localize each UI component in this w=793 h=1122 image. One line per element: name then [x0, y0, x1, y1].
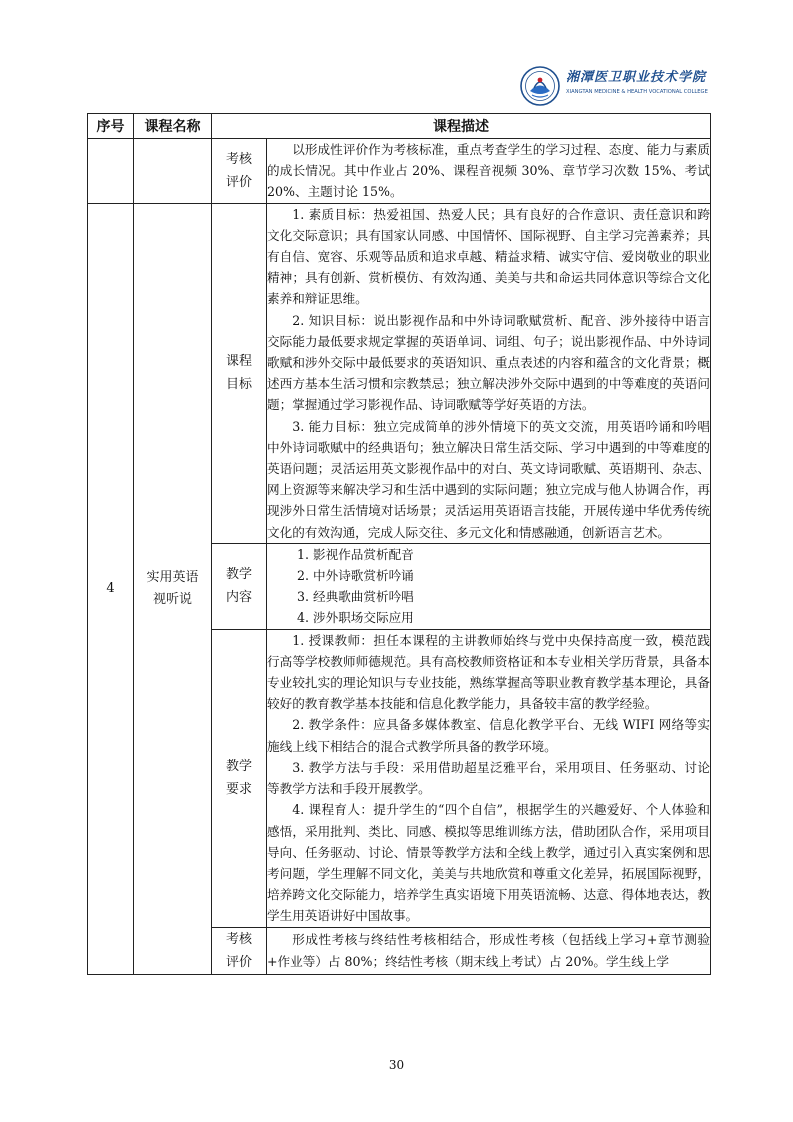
- course-number: 4: [88, 203, 134, 974]
- label-line: 教学: [225, 759, 252, 775]
- prev-exam-text: 以形成性评价作为考核标准，重点考查学生的学习过程、态度、能力与素质的成长情况。其中作业占 20%、课程音视频 30%、章节学习次数 15%、考试 20%、主题讨论 15%。: [267, 139, 711, 204]
- exam-label: [212, 927, 267, 974]
- header-no: 序号: [88, 114, 134, 139]
- goal-item: 3. 能力目标：独立完成简单的涉外情境下的英文交流，用英语吟诵和吟唱中外诗词歌赋中的经典语句；独立解决日常生活交际、学习中遇到的中等难度的英语问题；灵活运用英文影视作品中的对白、英文诗词歌赋、英语期刊、杂志、网上资源等来解决学习和生活中遇到的实际问题；独立完成与他人协调合作，再现涉外日常生活情境对话场景；灵活运用英语语言技能，开展传递中华优秀传统文化的有效沟通，完成人际交往、多元文化和情感融通，创新语言艺术。: [267, 418, 710, 540]
- table-row: [88, 139, 711, 204]
- requirement-label: [212, 629, 267, 927]
- content-item: 1. 影视作品赏析配音: [297, 546, 414, 562]
- table-row: [88, 203, 711, 543]
- content-item: 2. 中外诗歌赏析吟诵: [297, 568, 414, 584]
- prev-exam-label: [212, 139, 267, 204]
- content-item: 4. 涉外职场交际应用: [297, 610, 414, 626]
- content-label: [212, 543, 267, 629]
- label-line: 评价: [225, 174, 252, 190]
- exam-text: 形成性考核与终结性考核相结合，形成性考核（包括线上学习+章节测验+作业等）占 80%；终结性考核（期末线上考试）占 20%。学生线上学: [267, 927, 711, 974]
- goal-text: [267, 203, 711, 543]
- requirement-item: 1. 授课教师：担任本课程的主讲教师始终与党中央保持高度一致，模范践行高等学校教师师德规范。具有高校教师资格证和本专业相关学历背景，具备本专业较扎实的理论知识与专业技能，熟练掌握高等职业教育教学基本理论，具备较好的教育教学基本技能和信息化教学能力，具备较丰富的教学经验。: [267, 632, 710, 712]
- header-description: 课程描述: [212, 114, 711, 139]
- content-text: [267, 543, 711, 629]
- label-line: 考核: [225, 931, 252, 947]
- requirement-text: [267, 629, 711, 927]
- prev-name-cell: [134, 139, 212, 204]
- header-course-name: 课程名称: [134, 114, 212, 139]
- course-table: [87, 113, 711, 975]
- label-line: 要求: [225, 782, 252, 798]
- requirement-item: 2. 教学条件：应具备多媒体教室、信息化教学平台、无线 WIFI 网络等实施线上线下相结合的混合式教学所具备的教学环境。: [267, 717, 710, 754]
- content-item: 3. 经典歌曲赏析吟唱: [297, 589, 414, 605]
- requirement-item: 4. 课程育人：提升学生的“四个自信”，根据学生的兴趣爱好、个人体验和感悟，采用批判、类比、同感、模拟等思维训练方法，借助团队合作，采用项目导向、任务驱动、讨论、情景等教学方法和全线上教学，通过引入真实案例和思考问题，学生理解不同文化，美美与共地欣赏和尊重文化差异，拓展国际视野，培养跨文化交际能力，培养学生真实语境下用英语流畅、达意、得体地表达，教学生用英语讲好中国故事。: [267, 802, 710, 924]
- logo-name: 湘潭医卫职业技术学院: [566, 70, 707, 85]
- label-line: 考核: [225, 151, 252, 167]
- goal-item: 2. 知识目标：说出影视作品和中外诗词歌赋赏析、配音、涉外接待中语言交际能力最低要求规定掌握的英语单词、词组、句子；说出影视作品、中外诗词歌赋和涉外交际中最低要求的英语知识、重点表述的内容和蕴含的文化背景；概述西方基本生活习惯和宗教禁忌；独立解决涉外交际中遇到的中等难度的英语问题；掌握通过学习影视作品、诗词歌赋等学好英语的方法。: [267, 312, 710, 413]
- label-line: 教学: [225, 567, 252, 583]
- label-line: 实用英语: [146, 569, 199, 585]
- course-name: [134, 203, 212, 974]
- page-number: 30: [388, 1058, 405, 1072]
- label-line: 目标: [225, 377, 252, 393]
- label-line: 内容: [225, 590, 252, 606]
- table-header-row: [88, 114, 711, 139]
- college-logo: [520, 64, 760, 110]
- logo-subtitle: XIANGTAN MEDICINE & HEALTH VOCATIONAL COLLEGE: [566, 89, 708, 95]
- requirement-item: 3. 教学方法与手段：采用借助超星泛雅平台，采用项目、任务驱动、讨论等教学方法和手段开展教学。: [267, 759, 710, 797]
- prev-no-cell: [88, 139, 134, 204]
- college-seal-icon: [520, 66, 560, 106]
- label-line: 课程: [225, 354, 252, 370]
- goal-label: [212, 203, 267, 543]
- goal-item: 1. 素质目标：热爱祖国、热爱人民；具有良好的合作意识、责任意识和跨文化交际意识；具有国家认同感、中国情怀、国际视野、自主学习完善素养；具有自信、宽容、乐观等品质和追求卓越、精益求精、诚实守信、爱岗敬业的职业精神；具有创新、赏析模仿、有效沟通、美美与共和命运共同体意识等综合文化素养和辩证思维。: [267, 206, 710, 307]
- label-line: 评价: [225, 954, 252, 970]
- label-line: 视听说: [152, 591, 192, 607]
